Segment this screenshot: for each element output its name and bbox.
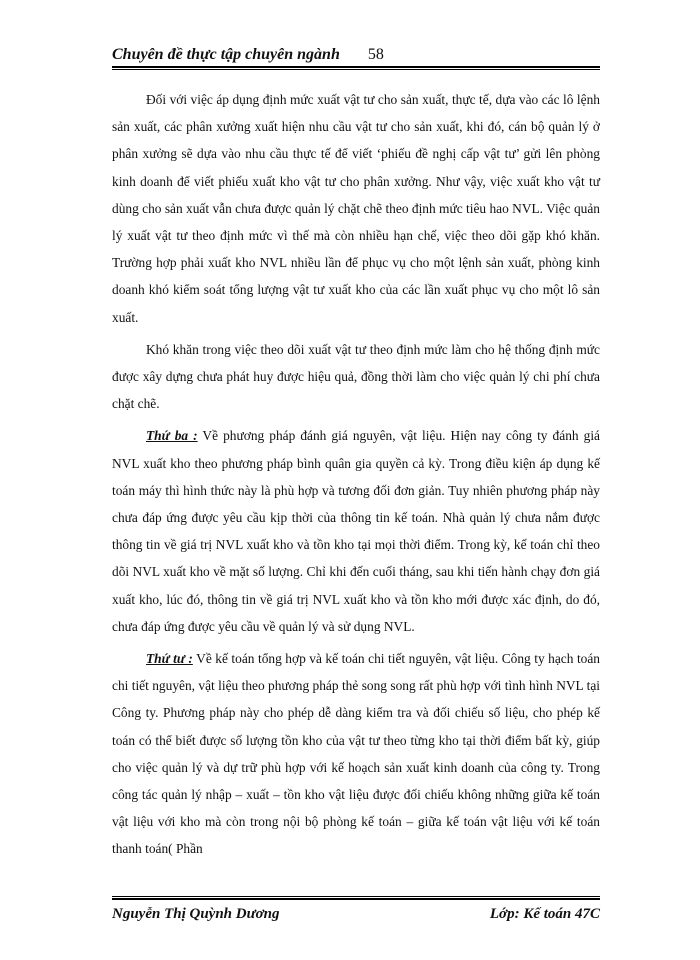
- paragraph-text: Về kế toán tổng hợp và kế toán chi tiết nguyên, vật liệu. Công ty hạch toán chi tiết nguyên, vật liệu theo phương pháp thẻ song song rất phù hợp với tình hình NVL tại Công ty. Phương pháp này cho phép dễ dàng kiểm tra và đối chiếu số liệu, cho phép kế toán có thể biết được số lượng tồn kho của vật tư theo từng kho tại thời điểm bất kỳ, giúp cho việc quản lý và dự trữ phù hợp với kế hoạch sản xuất kinh doanh của công ty. Trong công tác quản lý nhập – xuất – tồn kho vật liệu được đối chiếu không những giữa kế toán vật liệu với kho mà còn trong nội bộ phòng kế toán – giữa kế toán vật liệu với kế toán thanh toán( Phần: [112, 651, 600, 857]
- paragraph: [112, 336, 600, 418]
- paragraph-text: Khó khăn trong việc theo dõi xuất vật tư theo định mức làm cho hệ thống định mức được xây dựng chưa phát huy được hiệu quả, đồng thời làm cho việc quản lý chi phí chưa chặt chẽ.: [112, 341, 600, 412]
- paragraph-text: Về phương pháp đánh giá nguyên, vật liệu. Hiện nay công ty đánh giá NVL xuất kho theo phương pháp bình quân gia quyền cả kỳ. Trong điều kiện áp dụng kế toán máy thì hình thức này là phù hợp và tương đối đơn giản. Tuy nhiên phương pháp này chưa đáp ứng được yêu cầu kịp thời của thông tin kế toán. Nhà quản lý chưa nắm được thông tin về giá trị NVL xuất kho và tồn kho tại mọi thời điểm. Trong kỳ, kế toán chỉ theo dõi NVL xuất kho về mặt số lượng. Chỉ khi đến cuối tháng, sau khi tiến hành chạy đơn giá xuất kho, lúc đó, thông tin về giá trị NVL xuất kho và tồn kho mới được xác định, do đó, chưa đáp ứng được yêu cầu về quản lý và sử dụng NVL.: [112, 428, 600, 634]
- author-name: Nguyễn Thị Quỳnh Dương: [112, 905, 280, 922]
- paragraph: [112, 645, 600, 863]
- page-header: [112, 38, 600, 64]
- class-label: Lớp: Kế toán 47C: [489, 905, 600, 922]
- paragraph-lead: Thứ tư :: [146, 651, 193, 667]
- paragraph-lead: Thứ ba :: [146, 428, 198, 444]
- page-number: 58: [367, 46, 384, 63]
- paragraph: [112, 422, 600, 640]
- header-rule: [112, 66, 600, 70]
- paragraph-text: Đối với việc áp dụng định mức xuất vật tư cho sản xuất, thực tế, dựa vào các lô lệnh sản xuất, các phân xưởng xuất hiện nhu cầu vật tư cho sản xuất, khi đó, cán bộ quản lý ở phân xưởng sẽ dựa vào nhu cầu thực tế để viết ‘phiếu đề nghị cấp vật tư’ gửi lên phòng kinh doanh để viết phiếu xuất kho vật tư cho phân xưởng. Như vậy, việc xuất kho vật tư dùng cho sản xuất vẫn chưa được quản lý chặt chẽ theo định mức tiêu hao NVL. Việc quản lý xuất vật tư theo định mức vì thế mà còn nhiều hạn chế, việc theo dõi gặp khó khăn. Trường hợp phải xuất kho NVL nhiều lần để phục vụ cho một lệnh sản xuất, phòng kinh doanh khó kiểm soát tổng lượng vật tư xuất kho của các lần xuất phục vụ cho một lô sản xuất.: [112, 92, 600, 325]
- paragraph: [112, 86, 600, 331]
- footer-rule: [112, 896, 600, 900]
- page-footer: [112, 902, 600, 926]
- document-body: [112, 86, 600, 863]
- document-title: Chuyên đề thực tập chuyên ngành: [112, 46, 340, 63]
